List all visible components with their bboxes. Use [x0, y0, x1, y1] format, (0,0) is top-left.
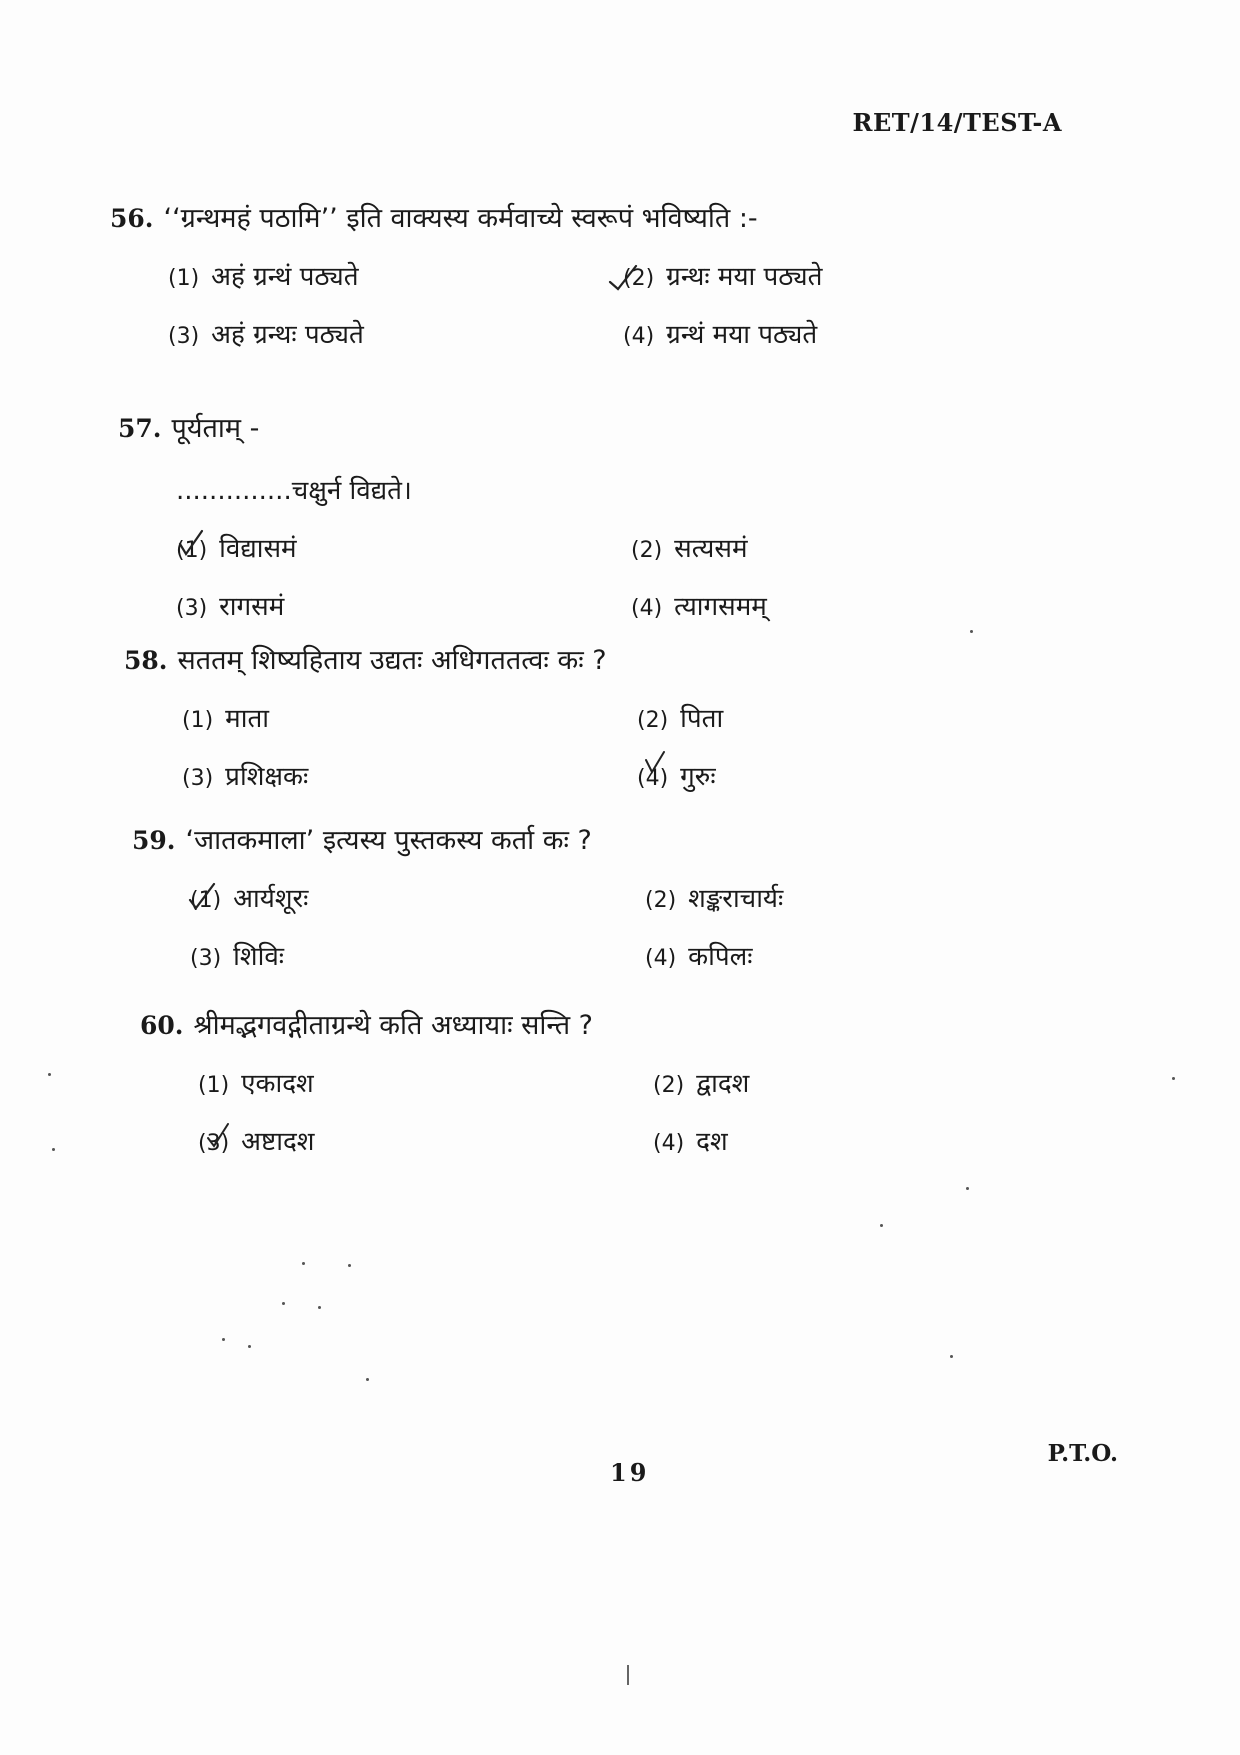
answer-tick-mark-icon	[606, 262, 646, 292]
option-4[interactable]: (4) दश	[653, 1127, 728, 1157]
pto-label: P.T.O.	[1047, 1440, 1118, 1467]
scan-speck	[950, 1355, 953, 1358]
option-2[interactable]: (2) सत्यसमं	[631, 534, 748, 564]
question-number: 56.	[110, 204, 154, 233]
question-number: 57.	[118, 414, 162, 443]
option-3[interactable]: (3) रागसमं	[176, 592, 285, 622]
option-1[interactable]: (1) अहं ग्रन्थं पठ्यते	[168, 262, 359, 292]
option-1[interactable]: (1) विद्यासमं	[176, 534, 297, 564]
scan-speck	[318, 1306, 321, 1309]
page-number: 19	[610, 1458, 650, 1487]
question-text: श्रीमद्भगवद्गीताग्रन्थे कति अध्यायाः सन्ति ?	[193, 1010, 593, 1041]
options-grid	[176, 529, 961, 623]
scan-speck	[1172, 1077, 1175, 1080]
option-1[interactable]: (1) एकादश	[198, 1069, 314, 1099]
scan-speck	[52, 1148, 55, 1151]
options-grid	[168, 257, 953, 351]
question-number: 60.	[140, 1011, 184, 1040]
answer-tick-mark-icon	[186, 882, 226, 912]
scan-speck	[302, 1262, 305, 1265]
question-59	[132, 820, 975, 973]
test-code: RET/14/TEST-A	[852, 108, 1062, 137]
question-58	[124, 640, 967, 793]
question-text: ‘‘ग्रन्थमहं पठामि’’ इति वाक्यस्य कर्मवाच्ये स्वरूपं भविष्यति :-	[163, 203, 758, 234]
answer-tick-mark-icon	[202, 1118, 242, 1148]
scan-speck	[966, 1187, 969, 1190]
scan-mark	[627, 1665, 629, 1685]
option-4[interactable]: (4) गुरुः	[637, 762, 716, 792]
option-3[interactable]: (3) अष्टादश	[198, 1127, 315, 1157]
option-1[interactable]: (1) माता	[182, 704, 270, 734]
scan-speck	[222, 1338, 225, 1341]
question-56	[110, 198, 953, 351]
options-grid	[182, 699, 967, 793]
scan-speck	[880, 1224, 883, 1227]
question-57	[118, 408, 961, 623]
question-60	[140, 1005, 983, 1158]
option-2[interactable]: (2) द्वादश	[653, 1069, 750, 1099]
answer-tick-mark-icon	[176, 528, 216, 558]
scan-speck	[366, 1378, 369, 1381]
question-number: 59.	[132, 826, 176, 855]
question-text: ‘जातकमाला’ इत्यस्य पुस्तकस्य कर्ता कः ?	[185, 825, 592, 856]
option-2[interactable]: (2) पिता	[637, 704, 724, 734]
scan-speck	[248, 1345, 251, 1348]
answer-tick-mark-icon	[640, 748, 680, 778]
scan-speck	[348, 1264, 351, 1267]
option-4[interactable]: (4) ग्रन्थं मया पठ्यते	[623, 320, 818, 350]
option-4[interactable]: (4) त्यागसमम्	[631, 592, 767, 622]
scan-speck	[282, 1302, 285, 1305]
question-text: पूर्यताम् -	[171, 413, 260, 444]
scan-speck	[48, 1073, 51, 1076]
options-grid	[198, 1064, 983, 1158]
scan-speck	[970, 630, 973, 633]
option-1[interactable]: (1) आर्यशूरः	[190, 884, 309, 914]
question-number: 58.	[124, 646, 168, 675]
question-text: सततम् शिष्यहिताय उद्यतः अधिगततत्वः कः ?	[177, 645, 607, 676]
options-grid	[190, 879, 975, 973]
option-3[interactable]: (3) प्रशिक्षकः	[182, 762, 309, 792]
option-4[interactable]: (4) कपिलः	[645, 942, 753, 972]
option-2[interactable]: (2) ग्रन्थः मया पठ्यते	[623, 262, 823, 292]
option-3[interactable]: (3) अहं ग्रन्थः पठ्यते	[168, 320, 364, 350]
option-2[interactable]: (2) शङ्कराचार्यः	[645, 884, 784, 914]
option-3[interactable]: (3) शिविः	[190, 942, 285, 972]
fill-in-blank: ..............चक्षुर्न विद्यते।	[176, 476, 412, 506]
